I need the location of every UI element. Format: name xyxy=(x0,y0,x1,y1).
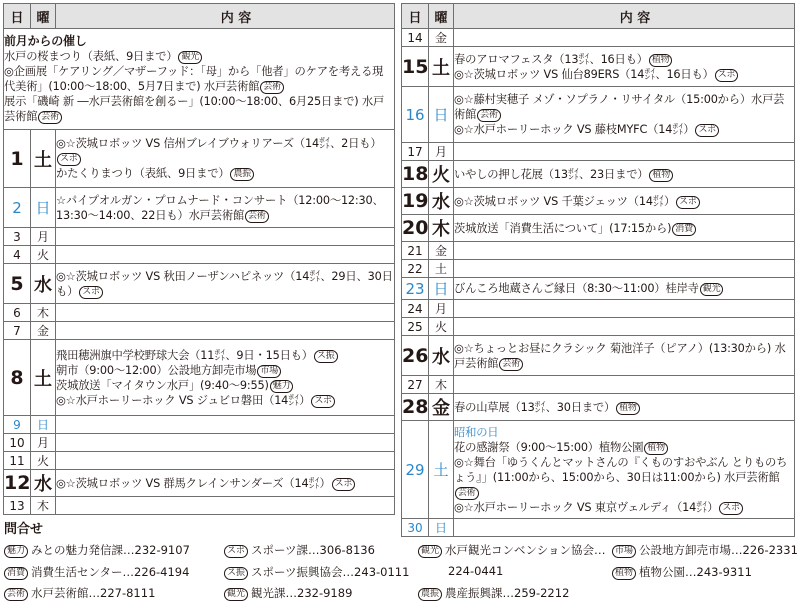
day-number: 28 xyxy=(402,394,429,421)
event-cell xyxy=(454,29,795,47)
weekday: 木 xyxy=(31,304,56,322)
weekday: 水 xyxy=(429,336,454,376)
day-number: 15 xyxy=(402,47,429,87)
event-item: 朝市（9:00〜12:00）公設地方卸売市場 市場 xyxy=(56,363,394,378)
weekday: 日 xyxy=(31,416,56,434)
event-item: 春のアロマフェスタ（13㌽、16日も） 植物 xyxy=(454,52,794,67)
event-cell xyxy=(454,215,795,242)
day-row xyxy=(4,264,395,304)
art-tag: 芸術 xyxy=(260,81,284,94)
event-item: ◎☆茨城ロボッツ VS 信州ブレイブウォリアーズ（14㌽、2日も）スポ xyxy=(56,137,382,164)
event-cell xyxy=(454,143,795,161)
sports-tag: スポ xyxy=(332,478,356,491)
event-cell xyxy=(56,452,395,470)
event-cell xyxy=(454,278,795,300)
sports-tag: スポ xyxy=(676,196,700,209)
day-number: 2 xyxy=(4,188,31,228)
weekday: 土 xyxy=(429,47,454,87)
day-row xyxy=(402,242,795,260)
market-tag: 市場 xyxy=(257,365,281,378)
contact-item: 観光 観光課…232-9189 xyxy=(224,585,352,601)
weekday: 金 xyxy=(429,29,454,47)
day-number: 29 xyxy=(402,421,429,519)
day-number: 20 xyxy=(402,215,429,242)
day-row xyxy=(402,376,795,394)
day-row xyxy=(4,470,395,497)
day-row xyxy=(4,340,395,416)
day-row xyxy=(4,246,395,264)
day-row xyxy=(4,130,395,188)
weekday: 月 xyxy=(429,300,454,318)
event-cell xyxy=(56,264,395,304)
day-row xyxy=(4,188,395,228)
art-tag: 芸術 xyxy=(455,487,479,500)
day-number: 12 xyxy=(4,470,31,497)
day-number: 16 xyxy=(402,87,429,143)
sports-promo-tag: ス振 xyxy=(314,350,338,363)
agri-tag: 農振 xyxy=(418,588,442,601)
event-item: 花の感謝祭（9:00〜15:00）植物公園 植物 xyxy=(454,440,794,455)
contact-item: 魅力 みとの魅力発信課…232-9107 xyxy=(4,542,190,558)
event-cell xyxy=(454,336,795,376)
contact-item: 植物 植物公園…243-9311 xyxy=(612,564,752,580)
event-item: びんころ地蔵さんご縁日（8:30〜11:00）桂岸寺 観光 xyxy=(454,281,794,296)
holiday-label: 昭和の日 xyxy=(454,425,499,439)
event-item: 飛田穂洲旗中学校野球大会（11㌽、9日・15日も） ス振 xyxy=(56,348,394,363)
contact-item: スポ スポーツ課…306-8136 xyxy=(224,542,375,558)
weekday: 日 xyxy=(429,519,454,537)
day-row xyxy=(402,87,795,143)
botanical-tag: 植物 xyxy=(644,442,668,455)
weekday: 水 xyxy=(429,188,454,215)
market-tag: 市場 xyxy=(612,545,636,558)
contact-item: 224-0441 xyxy=(448,564,504,578)
weekday: 金 xyxy=(429,242,454,260)
sports-tag: スポ xyxy=(224,545,248,558)
header-content: 内 容 xyxy=(454,4,795,29)
header-weekday: 曜 xyxy=(429,4,454,29)
weekday: 木 xyxy=(429,215,454,242)
day-number: 3 xyxy=(4,228,31,246)
weekday: 日 xyxy=(429,87,454,143)
contact-item: 農振 農産振興課…259-2212 xyxy=(418,585,569,601)
day-row xyxy=(402,519,795,537)
tourism-tag: 観光 xyxy=(700,283,724,296)
botanical-tag: 植物 xyxy=(649,169,673,182)
sports-tag: スポ xyxy=(57,153,81,166)
contact-item: 芸術 水戸芸術館…227-8111 xyxy=(4,585,155,601)
sports-tag: スポ xyxy=(695,124,719,137)
event-cell xyxy=(454,87,795,143)
day-number: 5 xyxy=(4,264,31,304)
day-row xyxy=(402,421,795,519)
event-cell xyxy=(56,340,395,416)
weekday: 火 xyxy=(31,246,56,264)
event-item: ◎☆茨城ロボッツ VS 秋田ノーザンハピネッツ（14㌽、29日、30日も） スポ xyxy=(56,269,393,298)
day-number: 10 xyxy=(4,434,31,452)
intro-line: 展示「磯崎 新 ―水戸芸術館を創るー」(10:00〜18:00、6月25日まで) 水戸芸術館 芸術 xyxy=(4,95,385,123)
event-item: ◎☆水戸ホーリーホック VS 藤枝MYFC（14㌽） スポ xyxy=(454,122,794,137)
event-item: ◎☆茨城ロボッツ VS 千葉ジェッツ（14㌽） スポ xyxy=(454,194,794,209)
weekday: 土 xyxy=(31,340,56,416)
weekday: 火 xyxy=(429,318,454,336)
event-cell xyxy=(56,304,395,322)
day-number: 1 xyxy=(4,130,31,188)
event-cell xyxy=(454,242,795,260)
day-number: 8 xyxy=(4,340,31,416)
day-row xyxy=(402,336,795,376)
weekday: 水 xyxy=(31,264,56,304)
day-row xyxy=(402,278,795,300)
day-row xyxy=(402,394,795,421)
day-number: 13 xyxy=(4,497,31,515)
weekday: 月 xyxy=(31,434,56,452)
calendar-table-right xyxy=(401,3,795,537)
day-number: 6 xyxy=(4,304,31,322)
event-cell xyxy=(56,322,395,340)
day-row xyxy=(4,304,395,322)
weekday: 火 xyxy=(429,161,454,188)
day-number: 25 xyxy=(402,318,429,336)
sports-tag: スポ xyxy=(79,286,103,299)
event-cell xyxy=(454,394,795,421)
intro-line: 水戸の桜まつり（表紙、9日まで） 観光 xyxy=(4,49,394,64)
tourism-tag: 観光 xyxy=(178,51,202,64)
day-number: 7 xyxy=(4,322,31,340)
event-item: 茨城放送「マイタウン水戸」(9:40〜9:55) 魅力 xyxy=(56,378,394,393)
contact-item: ス振 スポーツ振興協会…243-0111 xyxy=(224,564,409,580)
sports-tag: スポ xyxy=(311,395,335,408)
event-item: かたくりまつり（表紙、9日まで） 農振 xyxy=(56,166,394,181)
event-cell xyxy=(454,300,795,318)
weekday: 日 xyxy=(31,188,56,228)
event-cell xyxy=(454,260,795,278)
consumer-tag: 消費 xyxy=(4,567,28,580)
sports-tag: スポ xyxy=(719,502,743,515)
day-row xyxy=(4,452,395,470)
header-day: 日 xyxy=(402,4,429,29)
day-row xyxy=(4,228,395,246)
weekday: 金 xyxy=(31,322,56,340)
day-row xyxy=(402,188,795,215)
sports-tag: スポ xyxy=(715,69,739,82)
intro-line: ◎企画展「ケアリング／マザーフッド：「母」から「他者」のケアを考える現代美術」(10:00〜18:00、5月7日まで) 水戸芸術館 芸術 xyxy=(4,65,384,93)
weekday: 木 xyxy=(429,376,454,394)
weekday: 火 xyxy=(31,452,56,470)
event-cell xyxy=(56,228,395,246)
header-weekday: 曜 xyxy=(31,4,56,29)
art-tag: 芸術 xyxy=(499,358,523,371)
header-content: 内 容 xyxy=(56,4,395,29)
contact-item: 消費 消費生活センター…226-4194 xyxy=(4,564,189,580)
event-item: ◎☆水戸ホーリーホック VS ジュビロ磐田（14㌽） スポ xyxy=(56,393,394,408)
contact-item: 市場 公設地方卸売市場…226-2331 xyxy=(612,542,798,558)
day-row xyxy=(4,497,395,515)
day-row xyxy=(402,260,795,278)
day-number: 17 xyxy=(402,143,429,161)
weekday: 土 xyxy=(429,421,454,519)
day-number: 4 xyxy=(4,246,31,264)
art-tag: 芸術 xyxy=(245,210,269,223)
calendar-table-left xyxy=(3,3,395,515)
botanical-tag: 植物 xyxy=(616,402,640,415)
header-day: 日 xyxy=(4,4,31,29)
event-cell xyxy=(56,130,395,188)
event-item: ◎☆ちょっとお昼にクラシック 菊池洋子（ピアノ）(13:30から) 水戸芸術館 芸術 xyxy=(454,341,786,370)
event-item: 春の山草展（13㌽、30日まで） 植物 xyxy=(454,400,794,415)
event-cell xyxy=(454,376,795,394)
event-item: 茨城放送「消費生活について」(17:15から) 消費 xyxy=(454,221,794,236)
tourism-tag: 観光 xyxy=(418,545,442,558)
tourism-tag: 観光 xyxy=(224,588,248,601)
day-row xyxy=(4,416,395,434)
event-item: ◎☆茨城ロボッツ VS 群馬クレインサンダーズ（14㌽） スポ xyxy=(56,476,394,491)
day-number: 30 xyxy=(402,519,429,537)
day-number: 27 xyxy=(402,376,429,394)
sports-promo-tag: ス振 xyxy=(224,567,248,580)
weekday: 月 xyxy=(31,228,56,246)
event-item: ◎☆茨城ロボッツ VS 仙台89ERS（14㌽、16日も） スポ xyxy=(454,67,794,82)
day-number: 19 xyxy=(402,188,429,215)
day-number: 18 xyxy=(402,161,429,188)
event-item: いやしの押し花展（13㌽、23日まで） 植物 xyxy=(454,167,794,182)
day-row xyxy=(402,29,795,47)
event-cell xyxy=(56,470,395,497)
weekday: 木 xyxy=(31,497,56,515)
event-cell xyxy=(56,497,395,515)
art-tag: 芸術 xyxy=(477,109,501,122)
event-cell xyxy=(454,519,795,537)
day-number: 22 xyxy=(402,260,429,278)
consumer-tag: 消費 xyxy=(672,223,696,236)
event-item: ◎☆水戸ホーリーホック VS 東京ヴェルディ（14㌽） スポ xyxy=(454,500,794,515)
art-tag: 芸術 xyxy=(4,588,28,601)
botanical-tag: 植物 xyxy=(649,54,673,67)
day-number: 21 xyxy=(402,242,429,260)
event-cell xyxy=(454,161,795,188)
intro-cell xyxy=(4,29,395,130)
weekday: 土 xyxy=(31,130,56,188)
event-cell xyxy=(56,434,395,452)
day-row xyxy=(402,215,795,242)
weekday: 日 xyxy=(429,278,454,300)
day-number: 26 xyxy=(402,336,429,376)
day-number: 9 xyxy=(4,416,31,434)
day-number: 14 xyxy=(402,29,429,47)
day-number: 24 xyxy=(402,300,429,318)
event-cell xyxy=(454,318,795,336)
day-row xyxy=(402,143,795,161)
day-row xyxy=(402,47,795,87)
day-number: 23 xyxy=(402,278,429,300)
inquiry-title: 問合せ xyxy=(4,522,44,537)
event-item: ☆パイプオルガン・プロムナード・コンサート（12:00〜12:30、13:30〜14:00、22日も）水戸芸術館 芸術 xyxy=(56,193,384,222)
charm-tag: 魅力 xyxy=(4,545,28,558)
weekday: 水 xyxy=(31,470,56,497)
weekday: 月 xyxy=(429,143,454,161)
day-row xyxy=(402,318,795,336)
agri-tag: 農振 xyxy=(230,168,254,181)
day-row xyxy=(402,161,795,188)
event-cell xyxy=(56,188,395,228)
day-row xyxy=(402,300,795,318)
event-item: ◎☆舞台「ゆうくんとマットさんの『くものすおやぶん とりものちょう』」(11:00から、15:00から、30日は11:00から) 水戸芸術館芸術 xyxy=(454,455,788,498)
event-cell xyxy=(56,416,395,434)
weekday: 土 xyxy=(429,260,454,278)
botanical-tag: 植物 xyxy=(612,567,636,580)
contact-item: 観光 水戸観光コンベンション協会… xyxy=(418,542,606,558)
event-item: ◎☆藤村実穂子 メゾ・ソプラノ・リサイタル（15:00から）水戸芸術館 芸術 xyxy=(454,93,785,121)
day-number: 11 xyxy=(4,452,31,470)
weekday: 金 xyxy=(429,394,454,421)
day-row xyxy=(4,434,395,452)
day-row xyxy=(4,322,395,340)
event-cell xyxy=(454,47,795,87)
intro-heading: 前月からの催し xyxy=(4,34,87,48)
art-tag: 芸術 xyxy=(38,111,62,124)
event-cell xyxy=(454,188,795,215)
event-cell xyxy=(56,246,395,264)
charm-tag: 魅力 xyxy=(270,380,294,393)
event-cell xyxy=(454,421,795,519)
